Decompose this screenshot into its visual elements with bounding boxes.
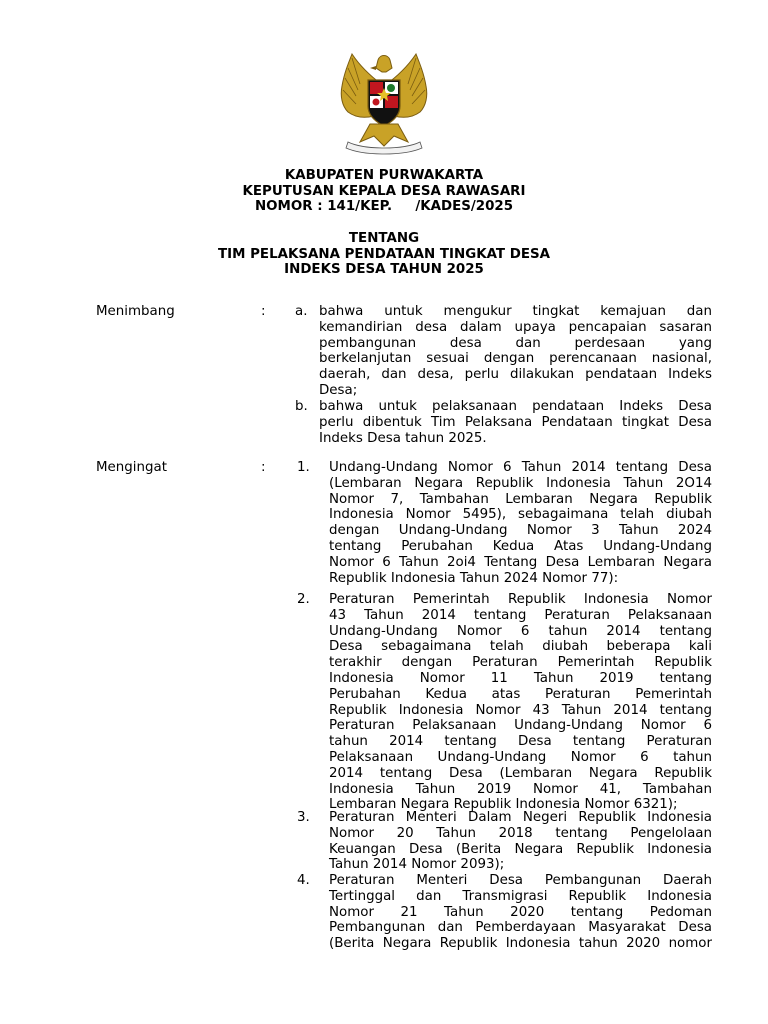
- mengingat-marker: 2.: [297, 592, 310, 607]
- text-line: dengan Undang-Undang Nomor 3 Tahun 2024: [329, 523, 712, 539]
- mengingat-marker: 4.: [297, 873, 310, 888]
- text-line: tahun 2014 tentang Desa tentang Peraturan: [329, 734, 712, 750]
- text-line: Undang-Undang Nomor 6 tahun 2014 tentang: [329, 623, 712, 639]
- menimbang-marker: a.: [295, 304, 308, 319]
- mengingat-marker: 1.: [297, 460, 310, 475]
- mengingat-label: Mengingat: [96, 460, 167, 475]
- text-line: Desa sebagaimana telah diubah beberapa kali: [329, 639, 712, 655]
- text-line: Keuangan Desa (Berita Negara Republik Indonesia: [329, 841, 712, 857]
- mengingat-item: [329, 873, 712, 952]
- text-line: Peraturan Menteri Dalam Negeri Republik Indonesia: [329, 810, 712, 825]
- menimbang-marker: b.: [295, 399, 308, 414]
- text-line: pembangunan desa dan perdesaan yang: [319, 335, 712, 351]
- text-line: Indonesia Nomor 5495), sebagaimana telah diubah: [329, 507, 712, 523]
- text-line: Nomor 7, Tambahan Lembaran Negara Republik: [329, 491, 712, 507]
- mengingat-marker: 3.: [297, 810, 310, 825]
- text-line: (Berita Negara Republik Indonesia tahun 2020 nomor: [329, 936, 712, 952]
- text-line: Nomor 21 Tahun 2020 tentang Pedoman: [329, 904, 712, 920]
- text-line: tentang Perubahan Kedua Atas Undang-Undang: [329, 538, 712, 554]
- text-line: Nomor 20 Tahun 2018 tentang Pengelolaan: [329, 825, 712, 841]
- tentang-label: TENTANG: [348, 231, 420, 246]
- text-line: (Lembaran Negara Republik Indonesia Tahun 2O14: [329, 475, 712, 491]
- text-line: Nomor 6 Tahun 2oi4 Tentang Desa Lembaran Negara: [329, 554, 712, 570]
- text-line: bahwa untuk pelaksanaan pendataan Indeks Desa: [319, 399, 712, 414]
- text-line: Peraturan Pemerintah Republik Indonesia Nomor: [329, 592, 712, 607]
- menimbang-item: [319, 399, 712, 446]
- text-line: Pelaksanaan Undang-Undang Nomor 6 tahun: [329, 749, 712, 765]
- text-line: kemandirian desa dalam upaya pencapaian sasaran: [319, 319, 712, 335]
- mengingat-item: [329, 810, 712, 873]
- decree-title: KEPUTUSAN KEPALA DESA RAWASARI: [242, 183, 526, 199]
- text-line: berkelanjutan sesuai dengan perencanaan nasional,: [319, 351, 712, 367]
- text-line: Republik Indonesia Tahun 2024 Nomor 77):: [329, 570, 619, 586]
- garuda-emblem: [330, 46, 438, 158]
- document-header: [0, 168, 768, 215]
- text-line: Undang-Undang Nomor 6 Tahun 2014 tentang Desa: [329, 460, 712, 475]
- text-line: Peraturan Menteri Desa Pembangunan Daerah: [329, 873, 712, 888]
- subject-title-1: TIM PELAKSANA PENDATAAN TINGKAT DESA: [218, 246, 550, 262]
- text-line: bahwa untuk mengukur tingkat kemajuan dan: [319, 304, 712, 319]
- mengingat-item: [329, 460, 712, 586]
- text-line: Perubahan Kedua atas Peraturan Pemerintah: [329, 686, 712, 702]
- text-line: daerah, dan desa, perlu dilakukan pendataan Indeks: [319, 367, 712, 383]
- mengingat-item: [329, 592, 712, 813]
- regency-name: KABUPATEN PURWAKARTA: [284, 168, 484, 183]
- text-line: Indonesia Nomor 11 Tahun 2019 tentang: [329, 670, 712, 686]
- text-line: Pembangunan dan Pemberdayaan Masyarakat Desa: [329, 920, 712, 936]
- text-line: 43 Tahun 2014 tentang Peraturan Pelaksanaan: [329, 607, 712, 623]
- text-line: Indonesia Tahun 2019 Nomor 41, Tambahan: [329, 781, 712, 797]
- subject-block: [0, 231, 768, 278]
- text-line: perlu dibentuk Tim Pelaksana Pendataan tingkat Desa: [319, 414, 712, 430]
- menimbang-colon: :: [261, 304, 266, 319]
- text-line: Tahun 2014 Nomor 2093);: [329, 857, 505, 873]
- menimbang-label: Menimbang: [96, 304, 175, 319]
- text-line: Peraturan Pelaksanaan Undang-Undang Nomor 6: [329, 718, 712, 734]
- menimbang-item: [319, 304, 712, 399]
- text-line: Indeks Desa tahun 2025.: [319, 430, 487, 446]
- subject-title-2: INDEKS DESA TAHUN 2025: [284, 262, 484, 277]
- text-line: Lembaran Negara Republik Indonesia Nomor 6321);: [329, 797, 678, 813]
- text-line: Republik Indonesia Nomor 43 Tahun 2014 tentang: [329, 702, 712, 718]
- decree-number: NOMOR : 141/KEP. /KADES/2025: [254, 199, 514, 214]
- text-line: Desa;: [319, 382, 358, 398]
- mengingat-colon: :: [261, 460, 266, 475]
- text-line: terakhir dengan Peraturan Pemerintah Republik: [329, 655, 712, 671]
- text-line: Tertinggal dan Transmigrasi Republik Indonesia: [329, 888, 712, 904]
- text-line: 2014 tentang Desa (Lembaran Negara Republik: [329, 765, 712, 781]
